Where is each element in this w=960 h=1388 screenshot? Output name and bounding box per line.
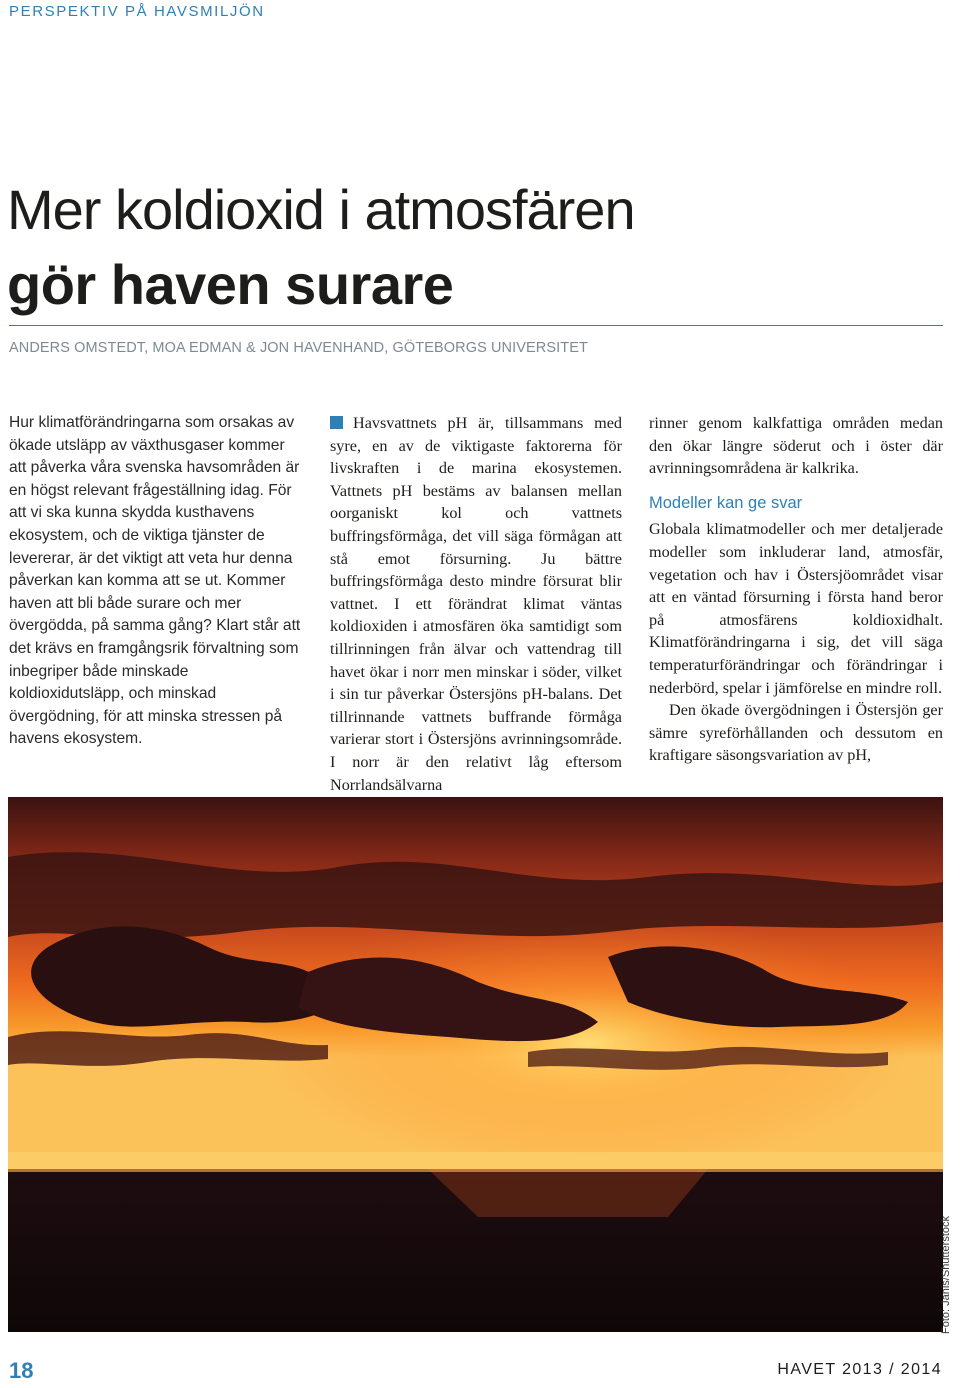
paragraph-marker-icon [330,416,343,429]
body-column-2 [330,412,622,796]
byline: ANDERS OMSTEDT, MOA EDMAN & JON HAVENHAND, GÖTEBORGS UNIVERSITET [9,340,588,356]
title-divider [9,325,943,326]
body-text-col3-p2: Globala klimatmodeller och mer detaljerade modeller som inkluderar land, atmosfär, vegetation och hav i Östersjöområdet visar att en väntad försurning i första hand beror på atmosfärens koldioxidhalt. Klimatförändringarna i sig, det vill säga temperaturförändringar och förändringar i nederbörd, spelar i jämförelse en mindre roll. [649,520,943,697]
publication-footer: HAVET 2013 / 2014 [777,1361,942,1378]
section-label: PERSPEKTIV PÅ HAVSMILJÖN [9,3,265,20]
body-text-col2: Havsvattnets pH är, tillsammans med syre, en av de viktigaste faktorerna för livskraften i de marina ekosystemen. Vattnets pH bestäms av balansen mellan oorganiskt kol och vattnets buffringsförmåga, det vill säga förmågan att stå emot försurning. Ju bättre buffringsförmåga desto mindre försurat blir vattnet. I ett förändrat klimat väntas koldioxiden i atmosfären öka samtidigt som tillrinningen från älvar och vattendrag till havet ökar i norr men minskar i söder, vilket i sin tur påverkar Östersjöns pH-balans. Det tillrinnande vattnets buffrande förmåga varierar stort i Östersjöns avrinningsområde. I norr är den relativt låg eftersom Norrlandsälvarna [330,414,622,794]
subheading: Modeller kan ge svar [649,493,803,512]
page-number: 18 [9,1358,34,1383]
body-paragraph [330,412,622,796]
article-title-line2: gör haven surare [7,253,454,316]
ingress-text: Hur klimatförändringarna som orsakas av ökade utsläpp av växthusgaser kommer att påverka våra svenska havsområden är en högst relevant frågeställning idag. För att vi ska kunna skydda kusthavens ekosystem, och de viktiga tjänster de levererar, är det viktigt att veta hur denna påverkan kan komma att se ut. Kommer haven att bli både surare och mer övergödda, på samma gång? Klart står att det krävs en framgångsrik förvaltning som inbegriper både minskade koldioxidutsläpp, och minskad övergödning, för att minska stressen på havens ekosystem. [9,414,301,748]
photo-credit: Foto: Janis/Shutterstock [940,1216,952,1334]
ingress-column [9,412,303,751]
body-column-3 [649,412,943,767]
body-text-col3-p3: Den ökade övergödningen i Östersjön ger sämre syreförhållanden och dessutom en kraftigare säsongsvariation av pH, [649,701,943,765]
sunset-photo [8,797,943,1332]
body-text-col3-p1: rinner genom kalkfattiga områden medan den ökar längre söderut och i öster där avrinningsområdena är kalkrika. [649,414,943,478]
article-title-line1: Mer koldioxid i atmosfären [7,178,635,241]
